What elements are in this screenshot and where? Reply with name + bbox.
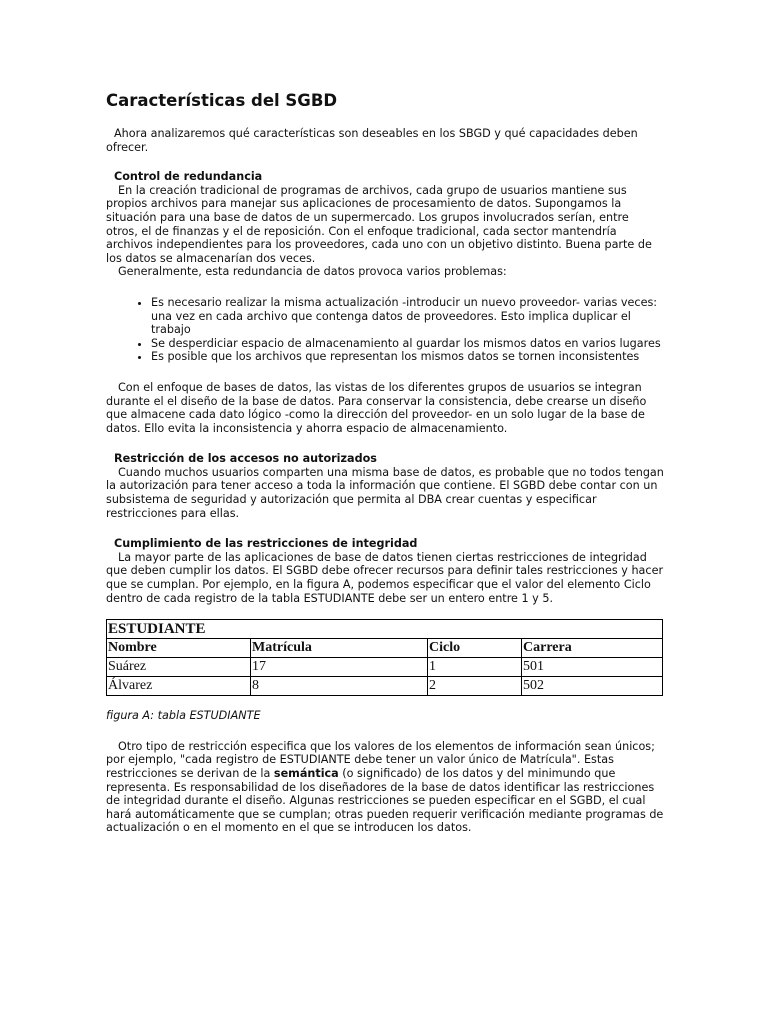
document-page [106, 90, 664, 835]
section-title-integrity: Cumplimiento de las restricciones de integridad [114, 537, 418, 551]
column-header: Carrera [522, 639, 663, 658]
table-cell: 2 [428, 677, 522, 696]
list-item: • Es necesario realizar la misma actualización -introducir un nuevo proveedor- varias veces: una vez en cada archivo que contenga datos de proveedores. Esto implica duplicar el trabajo [151, 296, 664, 337]
section-integrity [106, 537, 664, 835]
section-redundancy [106, 170, 664, 435]
table-row [107, 677, 663, 696]
intro-paragraph: Ahora analizaremos qué características son deseables en los SBGD y qué capacidades deben ofrecer. [106, 127, 638, 154]
column-header: Matrícula [251, 639, 428, 658]
integrity-paragraph-1: La mayor parte de las aplicaciones de base de datos tienen ciertas restricciones de integridad que deben cumplir los datos. El SGBD debe ofrecer recursos para definir tales restricciones y hacer que se cumplan. Por ejemplo, en la figura A, podemos especificar que el valor del elemento Ciclo dentro de cada registro de la tabla ESTUDIANTE debe ser un entero entre 1 y 5. [106, 550, 664, 605]
access-paragraph-1: Cuando muchos usuarios comparten una misma base de datos, es probable que no todos tengan la autorización para tener acceso a toda la información que contiene. El SGBD debe contar con un subsistema de seguridad y autorización que permita al DBA crear cuentas y especificar restricciones para ellas. [106, 465, 664, 520]
table-caption: ESTUDIANTE [107, 620, 663, 639]
table-header-row [107, 639, 663, 658]
table-cell: 502 [522, 677, 663, 696]
table-cell: 501 [522, 658, 663, 677]
table-cell: Suárez [107, 658, 251, 677]
column-header: Nombre [107, 639, 251, 658]
integrity-paragraph-2 [106, 740, 664, 835]
table-cell: Álvarez [107, 677, 251, 696]
redundancy-paragraph-1: En la creación tradicional de programas de archivos, cada grupo de usuarios mantiene sus propios archivos para manejar sus aplicaciones de procesamiento de datos. Supongamos la situación para una base de datos de un supermercado. Los grupos involucrados serían, entre otros, el de finanzas y el de reposición. Con el enfoque tradicional, cada sector mantendría archivos independientes para los proveedores, cada uno con un objetivo distinto. Buena parte de los datos se almacenarían dos veces. [106, 183, 652, 265]
semantica-keyword: semántica [273, 767, 339, 780]
list-item: • Se desperdiciar espacio de almacenamiento al guardar los mismos datos en varios lugares [151, 337, 664, 351]
redundancy-paragraph-2: Generalmente, esta redundancia de datos provoca varios problemas: [118, 265, 507, 279]
table-cell: 17 [251, 658, 428, 677]
list-item: • Es posible que los archivos que representan los mismos datos se tornen inconsistentes [151, 350, 664, 364]
section-title-access: Restricción de los accesos no autorizados [114, 452, 377, 466]
section-title-redundancy: Control de redundancia [114, 170, 263, 184]
section-access [106, 452, 664, 520]
integrity-paragraph-2-start: Otro tipo de restricción especifica que los valores de los elementos de información sean únicos; por ejemplo, "cada registro de ESTUDIANTE debe tener un valor único de Matrícula". Estas restricciones se derivan de la [106, 739, 655, 780]
table-row [107, 658, 663, 677]
integrity-paragraph-2-end: (o significado) de los datos y del minimundo que representa. Es responsabilidad de los diseñadores de la base de datos identificar las restricciones de integridad durante el diseño. Algunas restricciones se pueden especificar en el SGBD, el cual hará automáticamente que se cumplan; otras pueden requerir verificación mediante programas de actualización o en el momento en el que se introducen los datos. [106, 767, 664, 835]
redundancy-problems-list [106, 296, 664, 364]
figure-caption: figura A: tabla ESTUDIANTE [106, 709, 261, 723]
table-cell: 8 [251, 677, 428, 696]
table-cell: 1 [428, 658, 522, 677]
column-header: Ciclo [428, 639, 522, 658]
estudiante-table [106, 619, 663, 696]
redundancy-paragraph-3: Con el enfoque de bases de datos, las vistas de los diferentes grupos de usuarios se integran durante el el diseño de la base de datos. Para conservar la consistencia, debe crearse un diseño que almacene cada dato lógico -como la dirección del proveedor- en un solo lugar de la base de datos. Ello evita la inconsistencia y ahorra espacio de almacenamiento. [106, 380, 647, 435]
page-title: Características del SGBD [106, 91, 338, 110]
